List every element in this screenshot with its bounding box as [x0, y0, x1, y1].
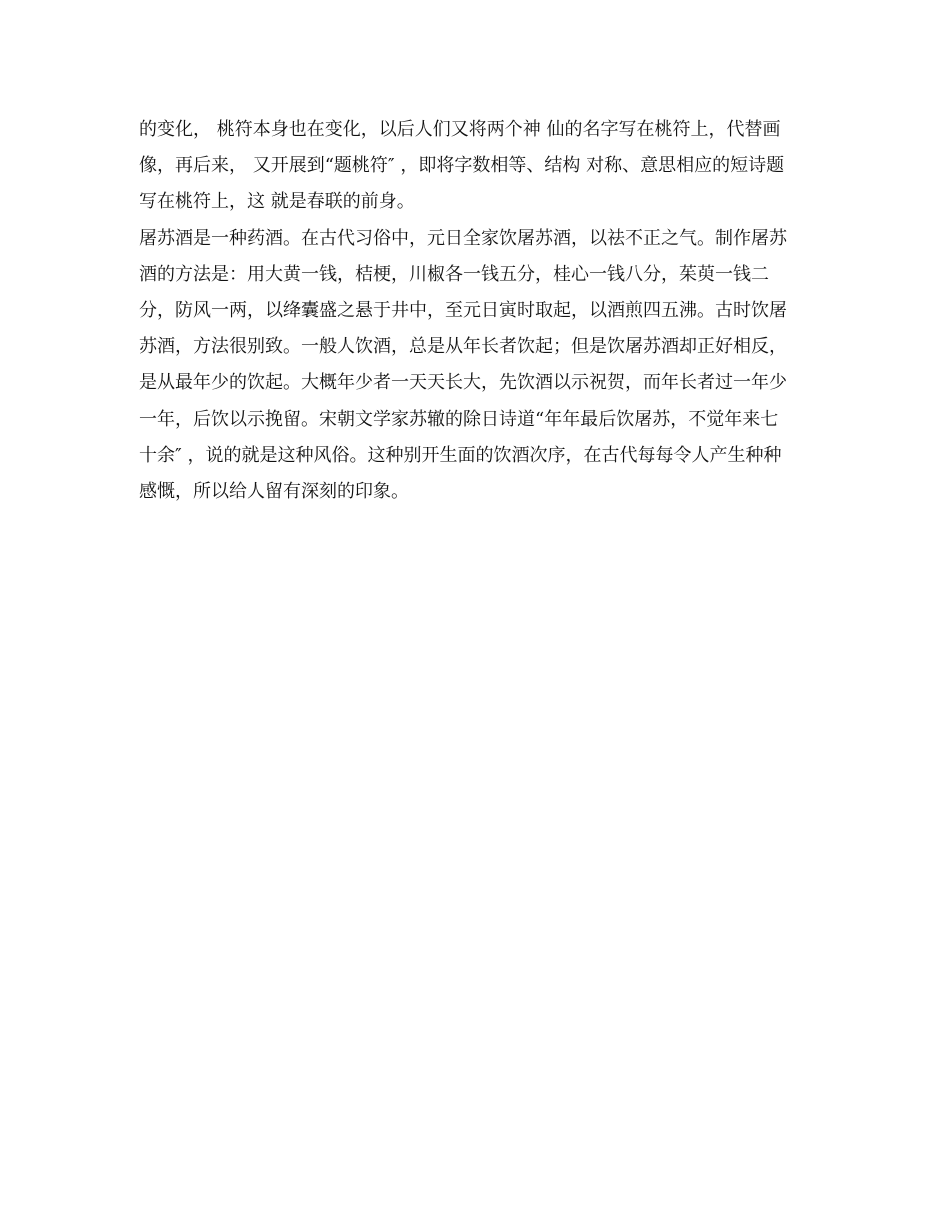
text-line: 屠苏酒是一种药酒。在古代习俗中，元日全家饮屠苏酒，以祛不正之气。制作屠苏 [139, 227, 787, 249]
text-line: 酒的方法是：用大黄一钱，桔梗，川椒各一钱五分，桂心一钱八分，茱萸一钱二 [139, 263, 769, 285]
text-line: 是从最年少的饮起。大概年少者一天天长大，先饮酒以示祝贺，而年长者过一年少 [139, 372, 787, 394]
document-body [139, 112, 819, 510]
paragraph-tusu-wine [139, 221, 819, 511]
text-line: 的变化， 桃符本身也在变化，以后人们又将两个神 仙的名字写在桃符上，代替画 [139, 119, 781, 140]
text-line: 分，防风一两，以绛囊盛之悬于井中，至元日寅时取起，以酒煎四五沸。古时饮屠 [139, 299, 787, 321]
text-line: 写在桃符上，这 就是春联的前身。 [139, 191, 415, 213]
text-line: 像，再后来， 又开展到“题桃符″ ，即将字数相等、结构 对称、意思相应的短诗题 [139, 155, 785, 177]
text-line: 十余″ ，说的就是这种风俗。这种别开生面的饮酒次序，在古代每每令人产生种种 [139, 444, 782, 466]
text-line: 一年，后饮以示挽留。宋朝文学家苏辙的除日诗道“年年最后饮屠苏，不觉年来七 [139, 408, 779, 430]
text-line: 感慨，所以给人留有深刻的印象。 [139, 480, 409, 502]
paragraph-spring-couplets [139, 112, 819, 221]
text-line: 苏酒，方法很别致。一般人饮酒，总是从年长者饮起；但是饮屠苏酒却正好相反， [139, 336, 787, 358]
